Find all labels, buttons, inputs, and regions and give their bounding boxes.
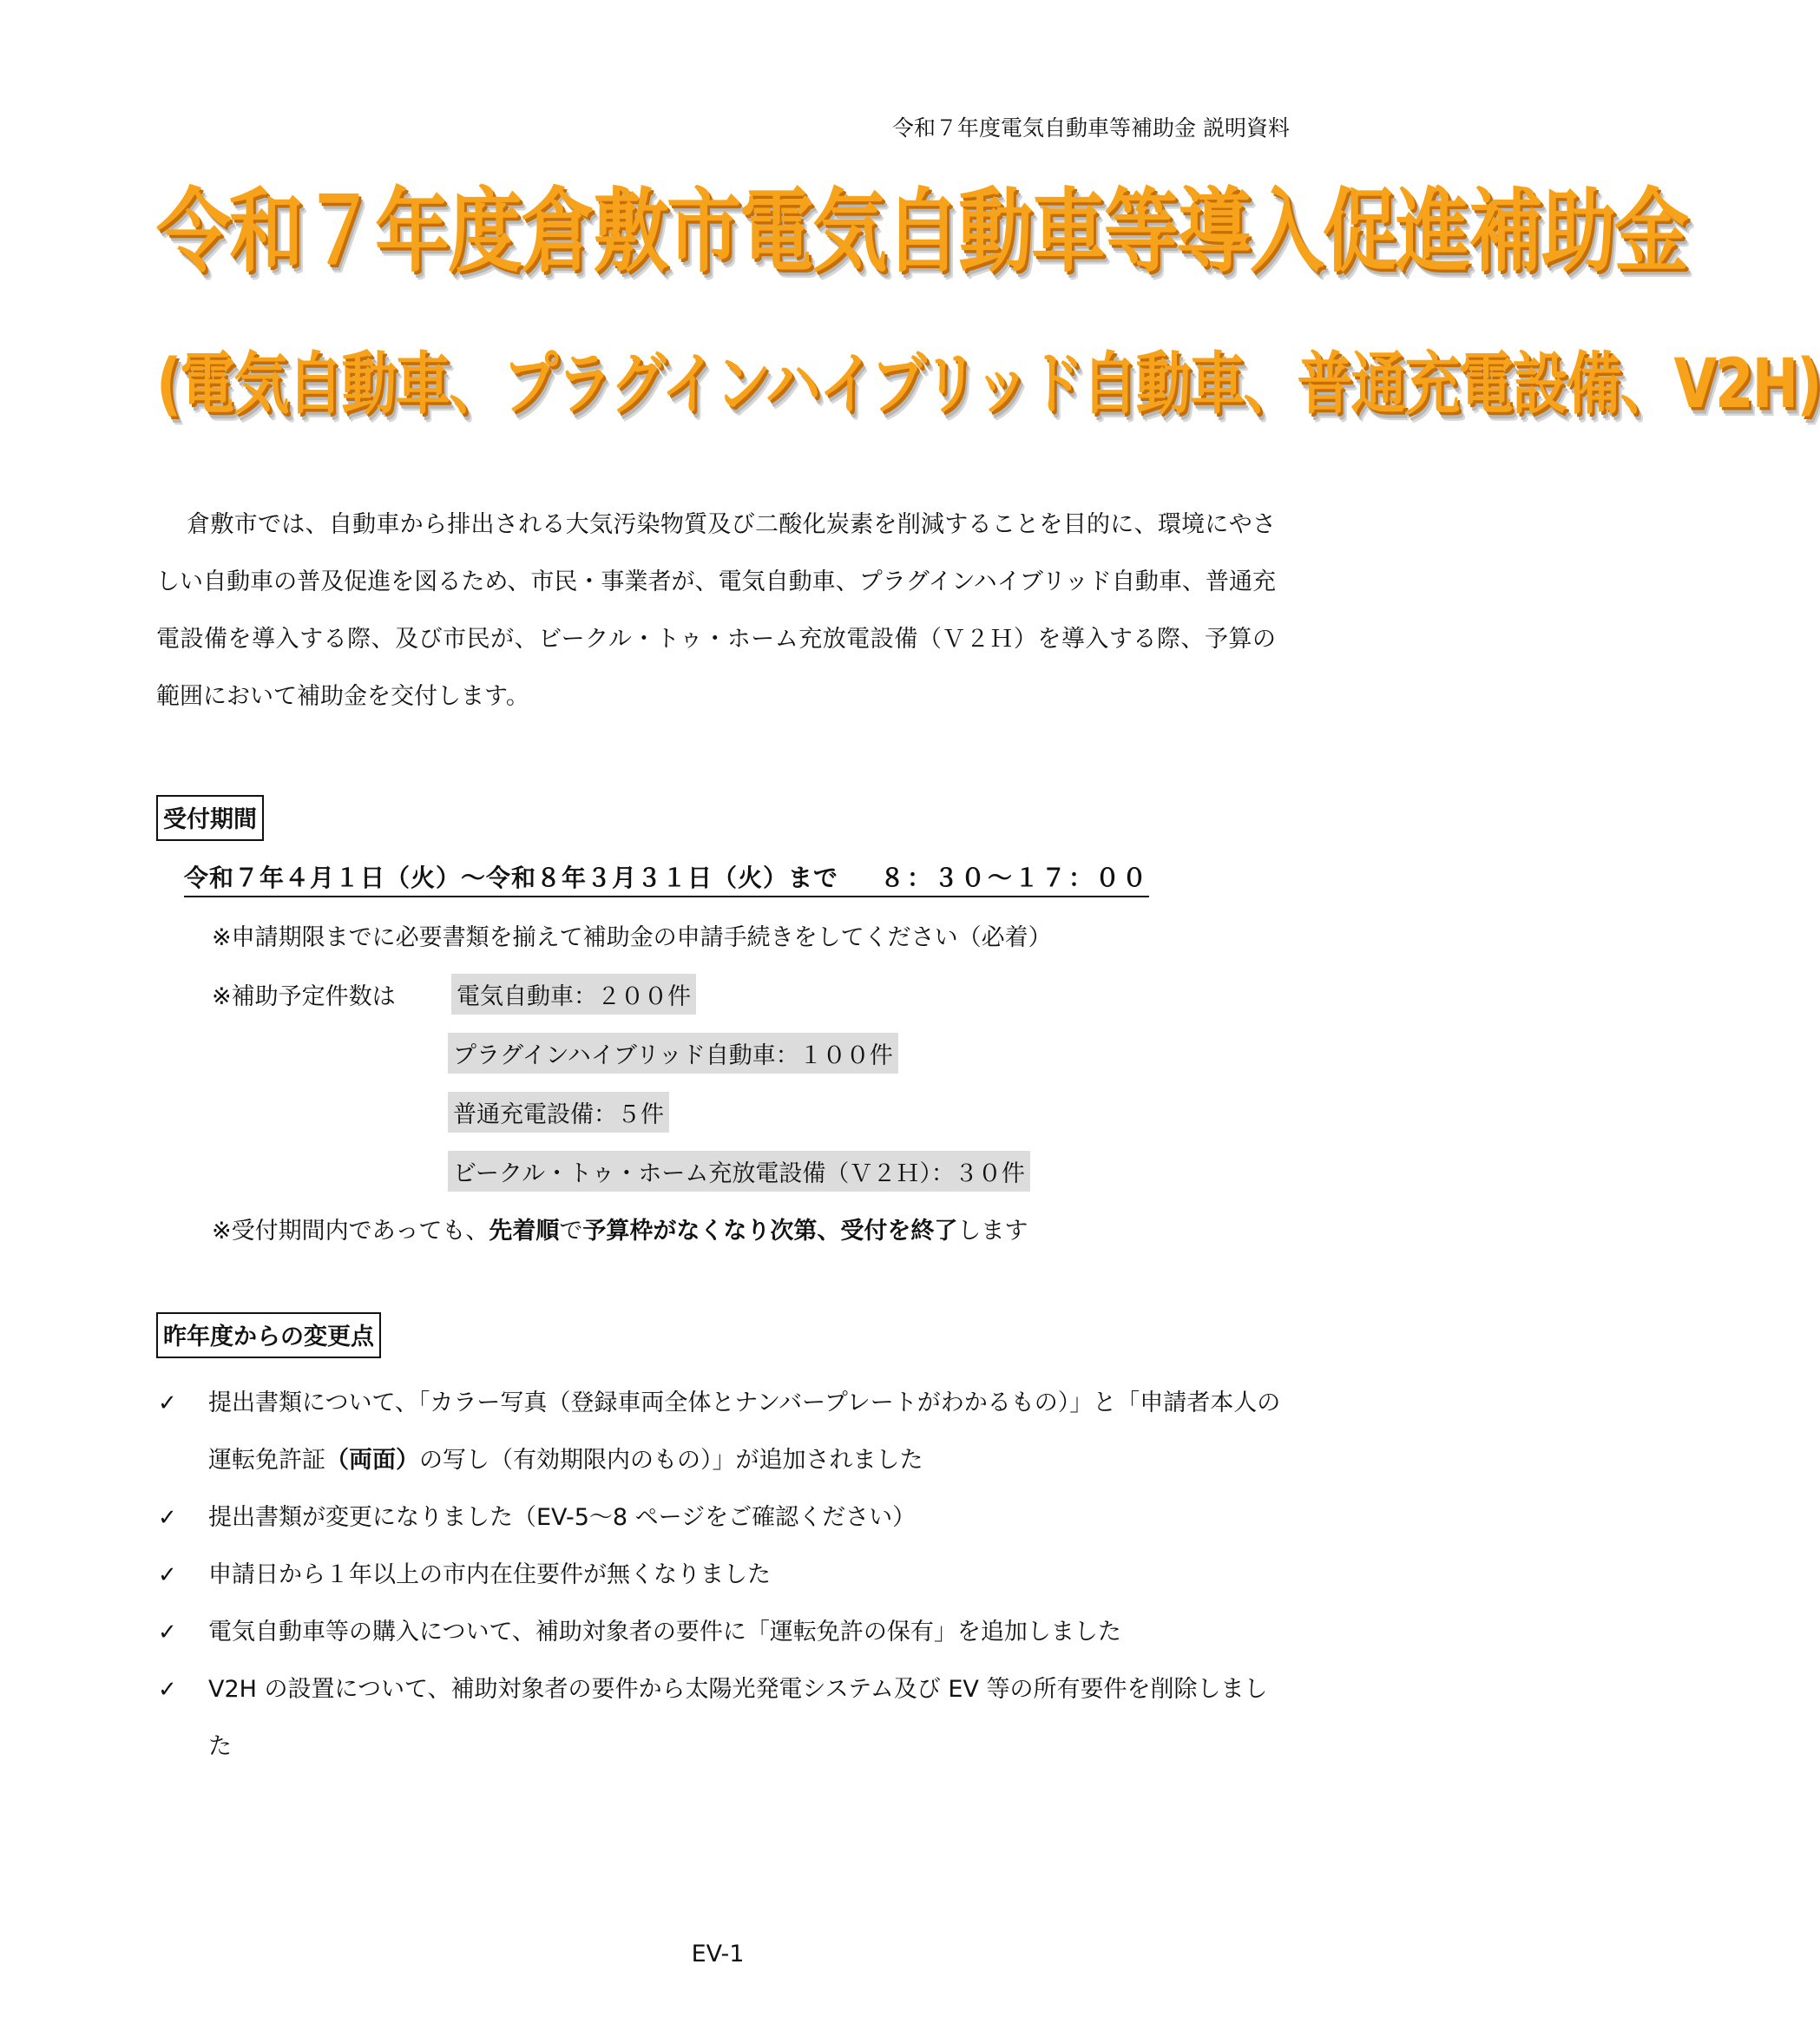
plan-item-charger: 普通充電設備：５件 — [448, 1092, 669, 1133]
intro-paragraph — [156, 496, 1276, 726]
list-item — [156, 1489, 1285, 1547]
list-item — [156, 1547, 1285, 1604]
document-header-note: 令和７年度電気自動車等補助金 説明資料 — [892, 115, 1290, 141]
change-item-5-text: V2H の設置について、補助対象者の要件から太陽光発電システム及び EV 等の所有要件を削除しました — [208, 1676, 1268, 1760]
changes-list — [156, 1375, 1285, 1776]
first-come-note-mid: で — [559, 1218, 583, 1245]
page-number: EV-1 — [691, 1941, 745, 1968]
reception-period-hours: ８：３０～１７：００ — [880, 864, 1150, 892]
list-item — [156, 1661, 1285, 1776]
check-icon: ✓ — [158, 1562, 177, 1588]
change-item-3-text: 申請日から１年以上の市内在住要件が無くなりました — [208, 1561, 771, 1588]
change-item-4-text: 電気自動車等の購入について、補助対象者の要件に「運転免許の保有」を追加しました — [208, 1619, 1121, 1646]
check-icon: ✓ — [158, 1390, 177, 1416]
deadline-note: ※申請期限までに必要書類を揃えて補助金の申請手続きをしてください（必着） — [212, 924, 1052, 951]
reception-period — [184, 859, 1149, 897]
reception-heading: 受付期間 — [156, 795, 264, 841]
main-title: 令和７年度倉敷市電気自動車等導入促進補助金 — [156, 179, 1687, 286]
list-item — [156, 1604, 1285, 1661]
check-icon: ✓ — [158, 1505, 177, 1531]
check-icon: ✓ — [158, 1677, 177, 1703]
intro-text: 倉敷市では、自動車から排出される大気汚染物質及び二酸化炭素を削減することを目的に、環境にやさしい自動車の普及促進を図るため、市民・事業者が、電気自動車、プラグインハイブリッド自動車、普通充電設備を導入する際、及び市民が、ビークル・トゥ・ホーム充放電設備（Ｖ２Ｈ）を導入する際、予算の範囲において補助金を交付します。 — [156, 511, 1276, 710]
change-item-1-prefix: 提出書類について、「カラー写真（登録車両全体とナンバープレートがわかるもの）」と「申請者本人の運転免許証 — [208, 1389, 1281, 1474]
first-come-note-suffix: します — [957, 1218, 1028, 1245]
sub-title: (電気自動車、プラグインハイブリッド自動車、普通充電設備、V2H) — [156, 345, 1820, 424]
first-come-note — [212, 1212, 1028, 1245]
change-item-1-suffix: の写し（有効期限内のもの）」が追加されました — [419, 1447, 923, 1474]
first-come-note-bold-2: 予算枠がなくなり次第、受付を終了 — [582, 1218, 958, 1245]
list-item — [156, 1375, 1285, 1489]
plan-item-v2h: ビークル・トゥ・ホーム充放電設備（Ｖ２Ｈ）：３０件 — [448, 1151, 1030, 1192]
plan-count-label: ※補助予定件数は — [212, 983, 396, 1010]
reception-period-dates: 令和７年４月１日（火）～令和８年３月３１日（火）まで — [184, 864, 839, 892]
change-item-1-bold: （両面） — [325, 1447, 419, 1474]
change-item-2-text: 提出書類が変更になりました（EV-5～8 ページをご確認ください） — [208, 1504, 917, 1531]
first-come-note-prefix: ※受付期間内であっても、 — [212, 1218, 489, 1245]
plan-item-phev: プラグインハイブリッド自動車：１００件 — [448, 1033, 898, 1074]
first-come-note-bold-1: 先着順 — [489, 1218, 560, 1245]
plan-item-ev: 電気自動車：２００件 — [451, 974, 696, 1015]
changes-heading: 昨年度からの変更点 — [156, 1312, 381, 1358]
check-icon: ✓ — [158, 1619, 177, 1646]
